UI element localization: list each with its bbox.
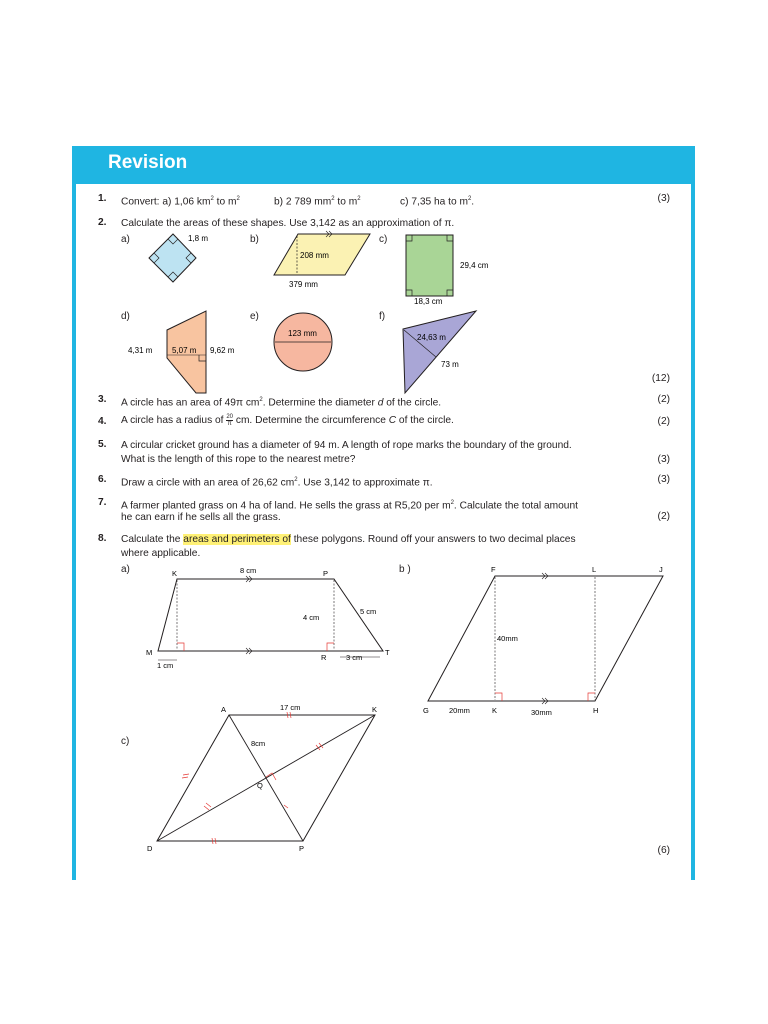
question-number: 4.: [98, 416, 107, 427]
question-number: 8.: [98, 533, 107, 544]
height-label: 40mm: [497, 634, 518, 643]
marks: (3): [657, 474, 670, 485]
shape-f-height-label: 73 m: [441, 360, 459, 369]
q1-part-a: Convert: a) 1,06 km: [121, 196, 211, 208]
shape-label-b: b): [250, 234, 259, 245]
top-length-label: 8 cm: [240, 566, 257, 575]
rt-length-label: 3 cm: [346, 653, 363, 662]
shape-b-base-label: 379 mm: [289, 280, 318, 289]
question-number: 3.: [98, 394, 107, 405]
q3-text-a: A circle has an area of 49π cm: [121, 397, 260, 409]
vertex-h: H: [593, 706, 599, 715]
q1-part-c: c) 7,35 ha to m: [400, 196, 468, 208]
question-2-text: Calculate the areas of these shapes. Use 3,142 as an approximation of π.: [121, 218, 455, 229]
question-number: 7.: [98, 497, 107, 508]
q6-text-b: . Use 3,142 to approximate π.: [297, 477, 433, 489]
height-label: 4 cm: [303, 613, 320, 622]
question-7-line-2: he can earn if he sells all the grass.: [121, 512, 281, 523]
superscript: 2: [331, 196, 335, 202]
figure-b-parallelogram: [423, 565, 663, 717]
marks: (2): [657, 511, 670, 522]
shape-b-height-label: 208 mm: [300, 251, 329, 260]
shape-d-left-label: 4,31 m: [128, 346, 153, 355]
shape-f-side-label: 24,63 m: [417, 333, 446, 342]
q1-part-b: b) 2 789 mm: [274, 196, 332, 208]
q3-variable: d: [377, 397, 384, 409]
vertex-f: F: [491, 565, 496, 574]
q4-fraction-numerator: 20: [226, 414, 234, 420]
shape-c-height-label: 29,4 cm: [460, 261, 489, 270]
q3-text-c: of the circle.: [383, 397, 442, 409]
marks: (2): [657, 416, 670, 427]
vertex-k: K: [372, 705, 378, 714]
q1-part-b-tail: to m: [334, 196, 358, 208]
superscript: 2: [259, 397, 263, 403]
vertex-l: L: [592, 565, 597, 574]
vertex-p: P: [299, 844, 305, 853]
marks: (12): [651, 373, 670, 384]
vertex-p: P: [323, 569, 329, 578]
shape-label-e: e): [250, 311, 259, 322]
kh-length-label: 30mm: [531, 708, 552, 717]
marks: (3): [657, 193, 670, 204]
question-8-line-2: where applicable.: [121, 548, 201, 559]
question-number: 6.: [98, 474, 107, 485]
superscript: 2: [294, 477, 298, 483]
vertex-a: A: [221, 705, 227, 714]
aq-length-label: 8cm: [251, 739, 266, 748]
q4-variable: C: [388, 415, 397, 427]
superscript: 2: [236, 196, 240, 202]
q6-text-a: Draw a circle with an area of 26,62 cm: [121, 477, 295, 489]
gk-length-label: 20mm: [449, 706, 470, 715]
figure-label-c: c): [121, 736, 130, 747]
q4-text-a: A circle has a radius of: [121, 415, 227, 427]
q3-text-b: . Determine the diameter: [262, 397, 378, 409]
question-number: 2.: [98, 217, 107, 228]
page-title: Revision: [108, 152, 188, 173]
marks: (3): [657, 454, 670, 465]
shape-a-side-label: 1,8 m: [188, 234, 209, 243]
superscript: 2: [357, 196, 361, 202]
q7-text-b: . Calculate the total amount: [453, 500, 578, 512]
question-number: 5.: [98, 439, 107, 450]
figure-label-a: a): [121, 564, 130, 575]
figure-a-trapezium: [146, 566, 390, 670]
vertex-d: D: [147, 844, 153, 853]
q8-text-post: these polygons. Round off your answers to two decimal places: [290, 534, 576, 545]
vertex-r: R: [321, 653, 327, 662]
shape-label-f: f): [379, 311, 386, 322]
figure-c-rhombus: [147, 703, 377, 853]
shape-label-c: c): [379, 234, 388, 245]
marks: (6): [657, 845, 670, 856]
superscript: 2: [467, 196, 472, 202]
slant-label: 5 cm: [360, 607, 377, 616]
q8-text-pre: Calculate the: [121, 534, 184, 545]
vertex-g: G: [423, 706, 429, 715]
top-length-label: 17 cm: [280, 703, 301, 712]
vertex-k: K: [492, 706, 498, 715]
q1-part-c-tail: .: [471, 196, 475, 208]
question-5-line-1: A circular cricket ground has a diameter of 94 m. A length of rope marks the boundary of the ground.: [121, 440, 572, 451]
q7-text-a: A farmer planted grass on 4 ha of land. He sells the grass at R5,20 per m: [121, 500, 451, 512]
shape-label-a: a): [121, 234, 130, 245]
shape-label-d: d): [121, 311, 130, 322]
ml-length-label: 1 cm: [157, 661, 174, 670]
figure-label-b: b ): [399, 564, 411, 575]
q4-text-c: of the circle.: [396, 415, 454, 427]
q4-text-b: cm. Determine the circumference: [233, 415, 389, 427]
q8-highlighted-text: areas and perimeters of: [183, 534, 291, 545]
question-number: 1.: [98, 193, 107, 204]
shape-d-right-label: 9,62 m: [210, 346, 235, 355]
question-5-line-2: What is the length of this rope to the nearest metre?: [121, 454, 356, 465]
superscript: 2: [450, 500, 454, 506]
vertex-k: K: [172, 569, 178, 578]
shape-c-width-label: 18,3 cm: [414, 297, 443, 306]
vertex-m: M: [146, 648, 153, 657]
shape-e-diameter-label: 123 mm: [288, 329, 317, 338]
vertex-j: J: [659, 565, 663, 574]
q1-part-a-tail: to m: [213, 196, 237, 208]
q4-fraction-denominator: π: [227, 421, 232, 427]
superscript: 2: [210, 196, 214, 202]
vertex-t: T: [385, 648, 390, 657]
shape-d-mid-label: 5,07 m: [172, 346, 197, 355]
vertex-q: Q: [257, 781, 263, 790]
marks: (2): [657, 394, 670, 405]
